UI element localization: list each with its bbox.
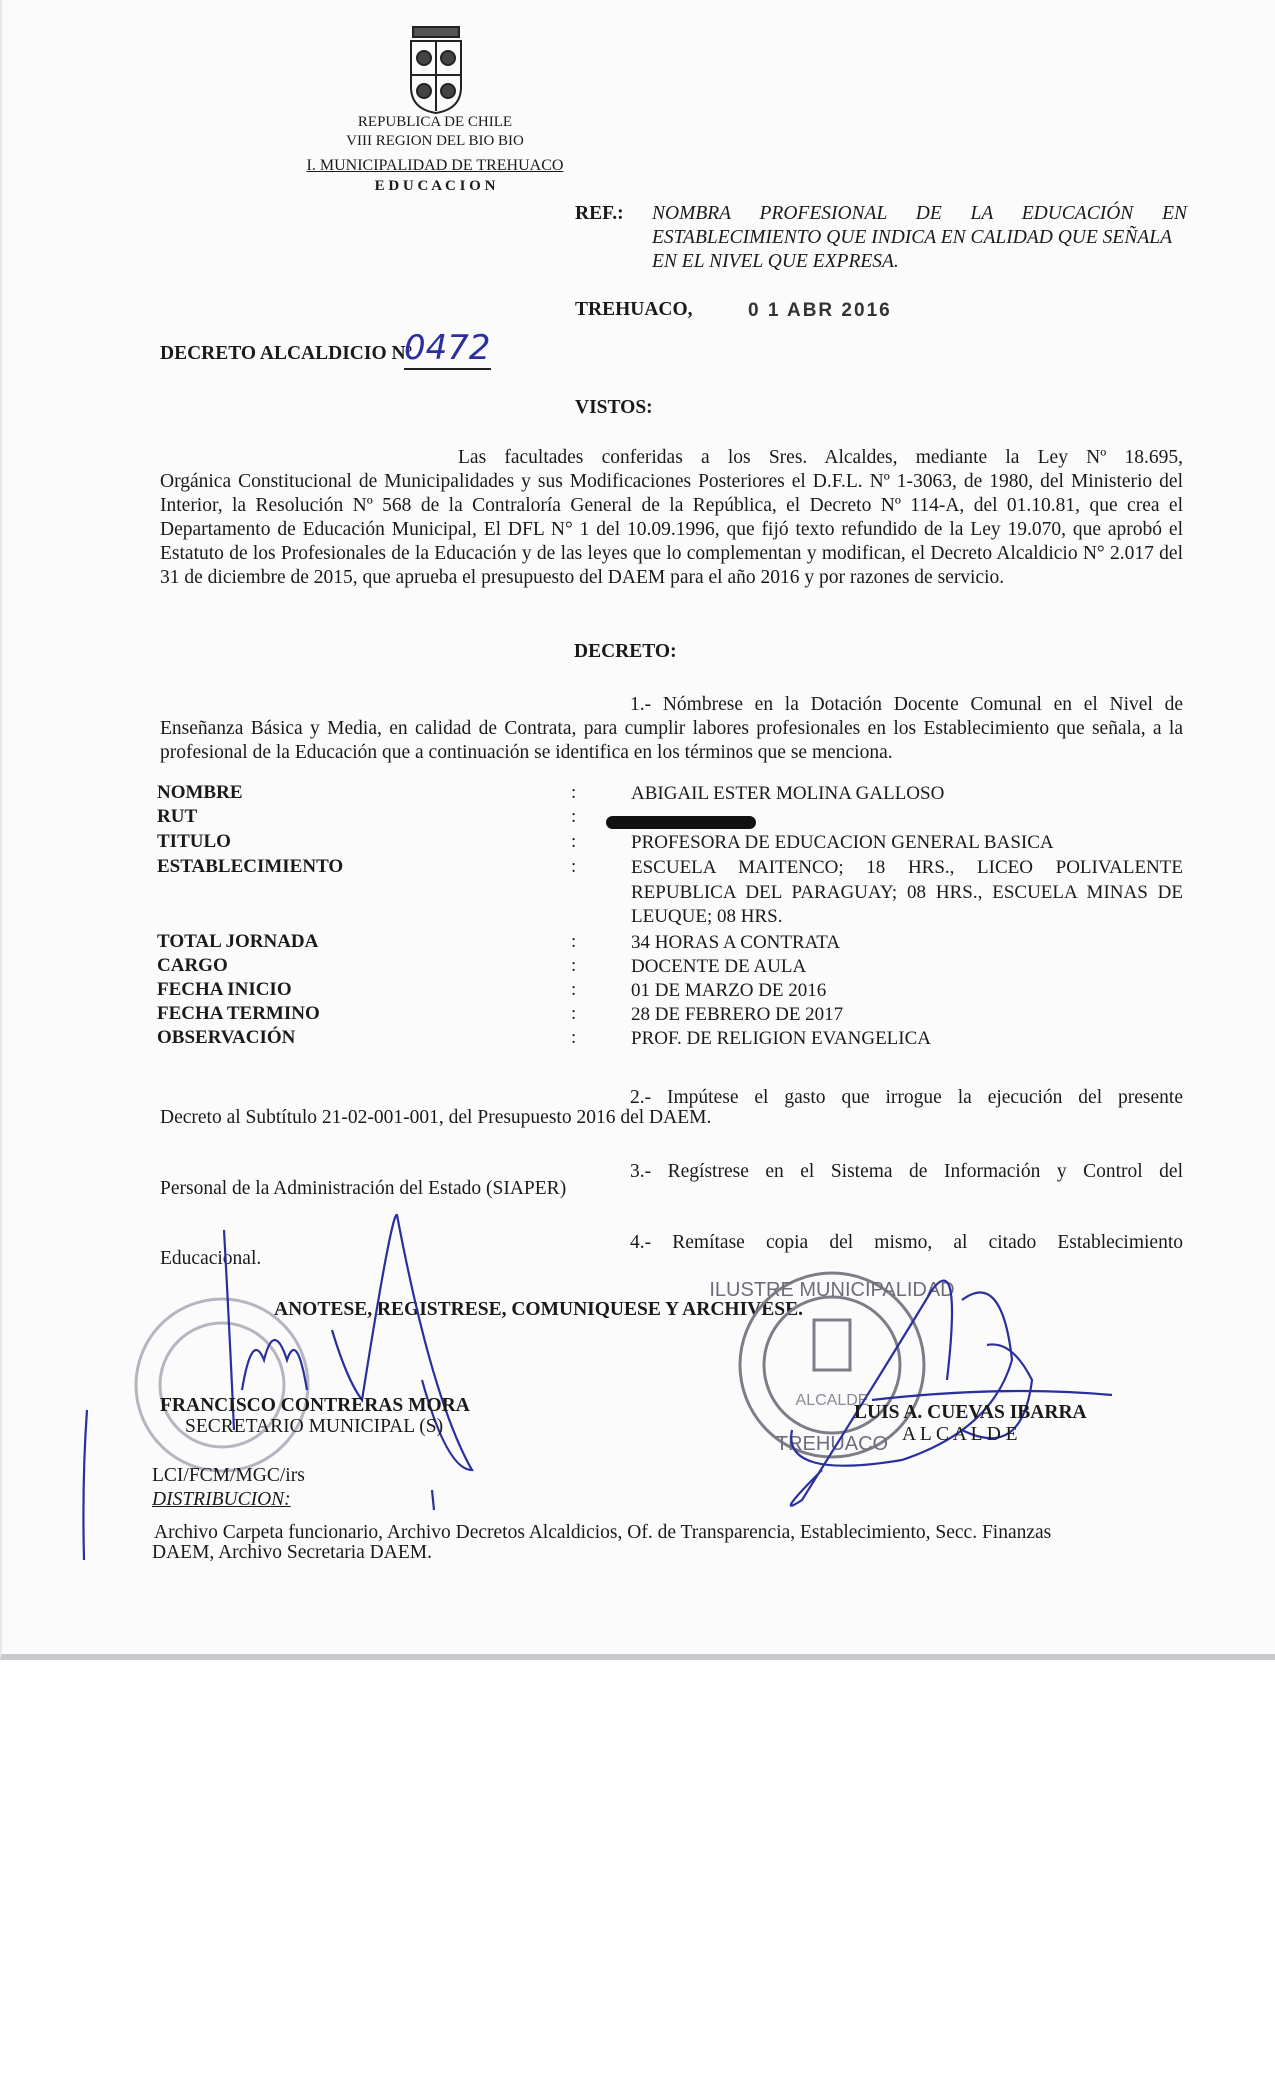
secretary-title: SECRETARIO MUNICIPAL (S) bbox=[185, 1416, 444, 1437]
decreto-title: DECRETO: bbox=[574, 641, 677, 662]
vistos-title: VISTOS: bbox=[575, 397, 653, 418]
field-value-titulo: PROFESORA DE EDUCACION GENERAL BASICA bbox=[631, 832, 1054, 853]
item3-lead: 3.- Regístrese en el Sistema de Información y Control del bbox=[630, 1161, 1183, 1182]
ref-line-1: NOMBRA PROFESIONAL DE LA EDUCACIÓN EN bbox=[652, 203, 1187, 224]
header-municipality: I. MUNICIPALIDAD DE TREHUACO bbox=[306, 157, 564, 174]
ref-line-2: ESTABLECIMIENTO QUE INDICA EN CALIDAD QUE SEÑALA bbox=[652, 227, 1172, 248]
decree-number: 0472 bbox=[404, 328, 491, 368]
header-education: E D U C A C I O N bbox=[374, 178, 496, 194]
ref-label: REF.: bbox=[575, 203, 624, 224]
vistos-lead: Las facultades conferidas a los Sres. Alcaldes, mediante la Ley Nº 18.695, bbox=[458, 447, 1183, 468]
field-value-nombre: ABIGAIL ESTER MOLINA GALLOSO bbox=[631, 783, 945, 804]
field-colon: : bbox=[571, 831, 577, 852]
item2-body: Decreto al Subtítulo 21-02-001-001, del Presupuesto 2016 del DAEM. bbox=[160, 1107, 712, 1128]
field-colon: : bbox=[571, 979, 577, 1000]
secretary-name: FRANCISCO CONTRERAS MORA bbox=[160, 1395, 470, 1416]
field-label-nombre: NOMBRE bbox=[157, 782, 243, 803]
mayor-name: LUIS A. CUEVAS IBARRA bbox=[854, 1402, 1087, 1423]
field-label-total-jornada: TOTAL JORNADA bbox=[157, 931, 319, 952]
header-region: VIII REGION DEL BIO BIO bbox=[346, 133, 524, 149]
field-value-establecimiento: ESCUELA MAITENCO; 18 HRS., LICEO POLIVALENTE REPUBLICA DEL PARAGUAY; 08 HRS., ESCUELA MINAS DE LEUQUE; 08 HRS. bbox=[631, 857, 1183, 927]
initials: LCI/FCM/MGC/irs bbox=[152, 1465, 305, 1486]
field-colon: : bbox=[571, 782, 577, 803]
item1-body: Enseñanza Básica y Media, en calidad de Contrata, para cumplir labores profesionales en los Establecimiento que señala, a la profesional de la Educación que a continuación se identifica en los términos que se menciona. bbox=[160, 718, 1183, 763]
date-stamp: 0 1 ABR 2016 bbox=[748, 300, 892, 321]
stamp-text-trehuaco: TREHUACO bbox=[775, 1433, 889, 1455]
field-label-rut: RUT bbox=[157, 806, 198, 827]
distribution-line-2: DAEM, Archivo Secretaria DAEM. bbox=[152, 1542, 432, 1563]
item1-lead: 1.- Nómbrese en la Dotación Docente Comunal en el Nivel de bbox=[630, 694, 1183, 715]
distribution-line-1: Archivo Carpeta funcionario, Archivo Decretos Alcaldicios, Of. de Transparencia, Establecimiento, Secc. Finanzas bbox=[154, 1522, 1052, 1543]
item4-body: Educacional. bbox=[160, 1248, 262, 1269]
stamp-text-municipalidad: ILUSTRE MUNICIPALIDAD bbox=[709, 1279, 955, 1301]
vistos-body: Orgánica Constitucional de Municipalidades y sus Modificaciones Posteriores el D.F.L. Nº 1-3063, de 1980, del Ministerio del Interior, la Resolución Nº 568 de la Contraloría General de la República, el Decreto Nº 114-A, del 01.10.81, que crea el Departamento de Educación Municipal, El DFL N° 1 del 10.09.1996, que fijó texto refundido de la Ley 19.070, que aprobó el Estatuto de los Profesionales de la Educación y de las leyes que lo complementan y modifican, el Decreto Alcaldicio N° 2.017 del 31 de diciembre de 2015, que aprueba el presupuesto del DAEM para el año 2016 y por razones de servicio. bbox=[160, 471, 1183, 588]
header-republic: REPUBLICA DE CHILE bbox=[357, 114, 513, 130]
field-label-establecimiento: ESTABLECIMIENTO bbox=[157, 856, 344, 877]
field-value-observacion: PROF. DE RELIGION EVANGELICA bbox=[631, 1028, 932, 1049]
field-label-observacion: OBSERVACIÓN bbox=[157, 1027, 296, 1048]
field-label-fecha-inicio: FECHA INICIO bbox=[157, 979, 292, 1000]
secretary-stamp-icon bbox=[136, 1299, 308, 1471]
field-colon: : bbox=[571, 856, 577, 877]
decree-label: DECRETO ALCALDICIO Nº bbox=[160, 343, 413, 364]
item2-lead: 2.- Impútese el gasto que irrogue la ejecución del presente bbox=[630, 1087, 1183, 1108]
field-value-fecha-termino: 28 DE FEBRERO DE 2017 bbox=[631, 1004, 844, 1025]
field-label-fecha-termino: FECHA TERMINO bbox=[157, 1003, 320, 1024]
field-colon: : bbox=[571, 1003, 577, 1024]
field-label-titulo: TITULO bbox=[157, 831, 231, 852]
field-colon: : bbox=[571, 931, 577, 952]
field-value-total-jornada: 34 HORAS A CONTRATA bbox=[631, 932, 841, 953]
field-colon: : bbox=[571, 806, 577, 827]
field-value-cargo: DOCENTE DE AULA bbox=[631, 956, 807, 977]
mayor-title: A L C A L D E bbox=[902, 1424, 1018, 1445]
field-value-fecha-inicio: 01 DE MARZO DE 2016 bbox=[631, 980, 827, 1001]
field-colon: : bbox=[571, 955, 577, 976]
distribution-title: DISTRIBUCION: bbox=[152, 1489, 291, 1510]
field-colon: : bbox=[571, 1027, 577, 1048]
item3-body: Personal de la Administración del Estado (SIAPER) bbox=[160, 1178, 567, 1199]
place: TREHUACO, bbox=[575, 299, 693, 320]
item4-lead: 4.- Remítase copia del mismo, al citado Establecimiento bbox=[630, 1232, 1183, 1253]
closing-formula: ANOTESE, REGISTRESE, COMUNIQUESE Y ARCHIVESE. bbox=[274, 1299, 803, 1320]
ref-line-3: EN EL NIVEL QUE EXPRESA. bbox=[652, 251, 899, 272]
stamp-text-alcalde: ALCALDE bbox=[795, 1392, 869, 1409]
field-label-cargo: CARGO bbox=[157, 955, 228, 976]
